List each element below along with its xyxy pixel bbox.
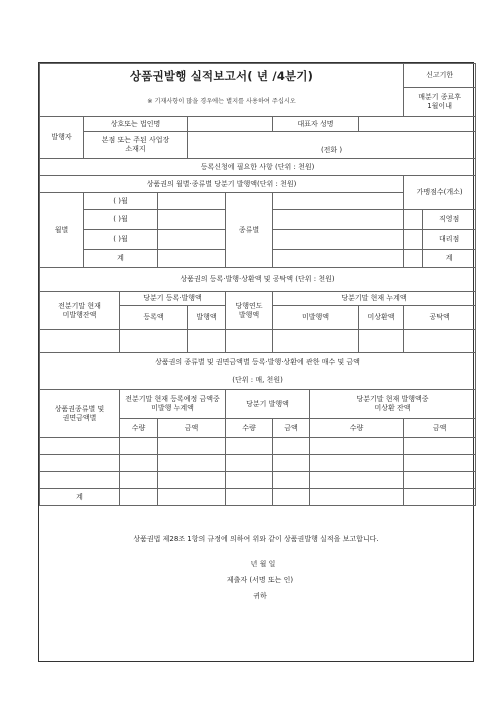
deadline-value <box>404 88 476 117</box>
kinds-row-2-qty3[interactable] <box>310 455 404 472</box>
current-unredeemed-label <box>310 390 476 419</box>
address-label-line1: 본점 또는 주된 사업장 <box>101 136 170 145</box>
kinds-total-amt2[interactable] <box>273 489 310 506</box>
kinds-row <box>40 438 476 455</box>
current-year-issued-label <box>226 292 273 330</box>
franchise-count-label: 가맹점수(개소) <box>404 176 476 210</box>
deposit-label: 공탁액 <box>404 306 476 330</box>
kinds-row-3-kind[interactable] <box>40 472 120 489</box>
kinds-row-2-kind[interactable] <box>40 455 120 472</box>
current-year-field[interactable] <box>226 330 273 353</box>
address-label-line2: 소재지 <box>125 145 146 153</box>
address-label <box>84 132 188 159</box>
kinds-row-2-amt2[interactable] <box>273 455 310 472</box>
prev-unissued-line1: 전분기말 현재 <box>58 301 101 310</box>
address-field[interactable] <box>188 132 476 159</box>
current-year-line1: 당행연도 <box>235 301 263 310</box>
representative-field[interactable] <box>359 117 476 132</box>
issuer-label: 발행자 <box>40 117 84 159</box>
amount-label-1: 금액 <box>158 419 226 438</box>
phone-label: (전화 ) <box>320 146 343 155</box>
franchise-total-label: 계 <box>423 250 476 268</box>
prev-unissued-field[interactable] <box>40 330 120 353</box>
current-issued-label: 당분기 발행액 <box>226 390 310 419</box>
monthly-section-label: 상품권의 월별·종류별 당분기 발행액(단위 : 천원) <box>40 176 404 193</box>
current-unredeemed-line1: 당분기말 현재 발행액중 <box>356 395 429 404</box>
kinds-row <box>40 455 476 472</box>
company-name-label: 상호또는 법인명 <box>84 117 188 132</box>
issued-label: 발행액 <box>188 306 226 330</box>
prev-planned-label <box>120 390 226 419</box>
deadline-value-line2: 1월이내 <box>427 102 452 110</box>
agency-label: 대리점 <box>423 230 476 250</box>
month-row-3-label: ( )월 <box>84 230 158 250</box>
registered-field[interactable] <box>120 330 188 353</box>
kinds-row-2-amt1[interactable] <box>158 455 226 472</box>
direct-store-label: 직영점 <box>423 210 476 230</box>
month-total-field[interactable] <box>158 250 226 268</box>
kinds-row-2-amt3[interactable] <box>404 455 476 472</box>
month-row-2-field[interactable] <box>158 210 226 230</box>
kinds-row-1-qty2[interactable] <box>226 438 273 455</box>
current-unredeemed-line2: 미상환 잔액 <box>374 404 411 412</box>
type-row-2-field[interactable] <box>273 210 404 230</box>
current-year-line2: 발행액 <box>238 310 260 319</box>
kinds-total-label: 계 <box>40 489 120 506</box>
kinds-row-3-qty2[interactable] <box>226 472 273 489</box>
kinds-total-qty3[interactable] <box>310 489 404 506</box>
status-section-label: 상품권의 등록·발행·상환액 및 공탁액 (단위 : 천원) <box>40 268 476 292</box>
recipient-line: 귀하 <box>253 592 267 600</box>
month-total-label: 계 <box>84 250 158 268</box>
kinds-row-3-qty1[interactable] <box>120 472 158 489</box>
unissued-label: 미발행액 <box>273 306 359 330</box>
qty-label-1: 수량 <box>120 419 158 438</box>
franchise-total-field[interactable] <box>404 250 423 268</box>
kinds-total-amt1[interactable] <box>158 489 226 506</box>
agency-field[interactable] <box>404 230 423 250</box>
form-note: ※ 기재사항이 많을 경우에는 별지를 사용하여 주십시오 <box>40 88 404 117</box>
kinds-row-3-qty3[interactable] <box>310 472 404 489</box>
submitter-line: 제출자 (서명 또는 인) <box>226 576 294 584</box>
type-row-3-field[interactable] <box>273 230 404 250</box>
prev-planned-line2: 미발행 누계액 <box>151 404 194 412</box>
kinds-section-label: 상품권의 종류별 및 권면금액별 등록·발행·상환에 관한 매수 및 금액 <box>40 353 476 372</box>
kinds-row-3-amt3[interactable] <box>404 472 476 489</box>
registered-label: 등록액 <box>120 306 188 330</box>
deadline-label: 신고기한 <box>404 64 476 88</box>
kinds-total-qty2[interactable] <box>226 489 273 506</box>
unredeemed-field[interactable] <box>359 330 404 353</box>
deposit-field[interactable] <box>404 330 476 353</box>
form-table <box>39 63 476 506</box>
kinds-row-1-qty3[interactable] <box>310 438 404 455</box>
kinds-unit-label: (단위 : 매, 천원) <box>40 372 476 390</box>
kinds-row-1-amt1[interactable] <box>158 438 226 455</box>
current-reg-issue-label: 당분기 등록·발행액 <box>120 292 226 306</box>
qty-label-2: 수량 <box>226 419 273 438</box>
company-name-field[interactable] <box>188 117 273 132</box>
month-row-3-field[interactable] <box>158 230 226 250</box>
kinds-row <box>40 472 476 489</box>
month-label: 월별 <box>40 193 84 268</box>
kinds-row-1-amt3[interactable] <box>404 438 476 455</box>
issued-field[interactable] <box>188 330 226 353</box>
direct-store-field[interactable] <box>404 210 423 230</box>
registration-label: 등록신청에 필요한 사항 (단위 : 천원) <box>40 159 476 176</box>
kinds-row-3-amt1[interactable] <box>158 472 226 489</box>
kinds-row-2-qty1[interactable] <box>120 455 158 472</box>
kinds-row-1-kind[interactable] <box>40 438 120 455</box>
kind-label-line1: 상품권종류별 및 <box>54 404 105 413</box>
qty-label-3: 수량 <box>310 419 404 438</box>
unredeemed-label: 미상환액 <box>359 306 404 330</box>
form-title: 상품권발행 실적보고서( 년 /4분기) <box>40 64 404 88</box>
type-row-1-field[interactable] <box>273 193 404 210</box>
kind-label-line2: 권면금액별 <box>62 413 97 422</box>
month-row-1-label: ( )월 <box>84 193 158 210</box>
kinds-row-2-qty2[interactable] <box>226 455 273 472</box>
prev-planned-line1: 전분기말 현재 등록예정 금액중 <box>125 395 220 404</box>
prev-unissued-label <box>40 292 120 330</box>
kinds-row-1-amt2[interactable] <box>273 438 310 455</box>
deadline-value-line1: 매분기 종료후 <box>418 93 461 102</box>
amount-label-2: 금액 <box>273 419 310 438</box>
date-line: 년 월 일 <box>250 560 276 568</box>
report-form <box>38 62 474 662</box>
amount-label-3: 금액 <box>404 419 476 438</box>
unissued-field[interactable] <box>273 330 359 353</box>
kinds-row-1-qty1[interactable] <box>120 438 158 455</box>
kinds-row-3-amt2[interactable] <box>273 472 310 489</box>
month-row-1-field[interactable] <box>158 193 226 210</box>
kind-label <box>40 390 120 438</box>
prev-unissued-line2: 미발행잔액 <box>62 310 97 319</box>
month-row-2-label: ( )월 <box>84 210 158 230</box>
statement-text: 상품권법 제28조 1항의 규정에 의하여 위와 같이 상품권발행 실적을 보고합니다. <box>133 535 379 543</box>
representative-label: 대표자 성명 <box>273 117 359 132</box>
kinds-total-amt3[interactable] <box>404 489 476 506</box>
type-total-field[interactable] <box>273 250 404 268</box>
type-label: 종류별 <box>226 193 273 268</box>
cumulative-label: 당분기말 현재 누계액 <box>273 292 476 306</box>
kinds-total-qty1[interactable] <box>120 489 158 506</box>
